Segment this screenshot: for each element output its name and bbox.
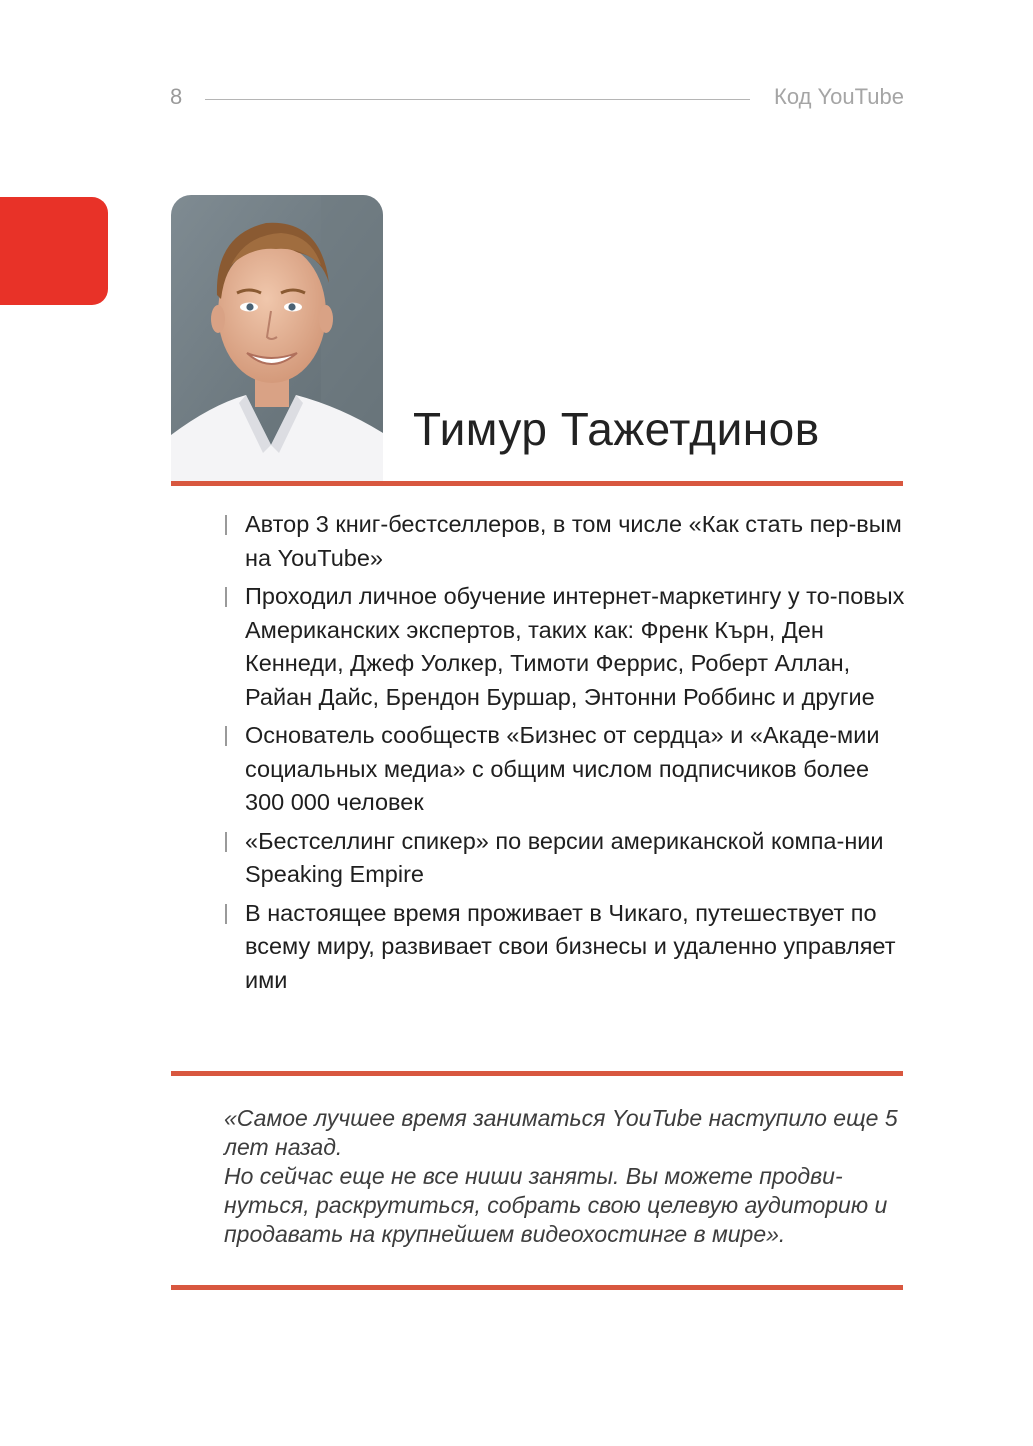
running-title: Код YouTube — [774, 84, 904, 109]
header-rule — [205, 99, 750, 100]
bio-item — [222, 719, 912, 820]
author-name: Тимур Тажетдинов — [413, 403, 820, 455]
quote-line-2: Но сейчас еще не все ниши заняты. Вы можете продви-нуться, раскрутиться, собрать свою целевую аудиторию и продавать на крупнейшем видеохостинге в мире». — [224, 1163, 888, 1247]
accent-rule-bottom — [171, 1285, 903, 1290]
bio-item-text: «Бестселлинг спикер» по версии американской компа-нии Speaking Empire — [245, 827, 884, 887]
bio-item-text: Основатель сообществ «Бизнес от сердца» и «Акаде-мии социальных медиа» с общим числом подписчиков более 300 000 человек — [245, 722, 880, 815]
bio-item-text: Проходил личное обучение интернет-маркетингу у то-повых Американских экспертов, таких как: Френк Кърн, Ден Кеннеди, Джеф Уолкер, Тимоти Феррис, Роберт Аллан, Райан Дайс, Брендон Буршар, Энтонни Роббинс и другие — [245, 583, 905, 710]
bio-item — [222, 825, 912, 892]
author-portrait-icon — [171, 195, 383, 483]
bio-item-text: В настоящее время проживает в Чикаго, путешествует по всему миру, развивает свои бизнесы и удаленно управляет ими — [245, 899, 896, 993]
page-number: 8 — [170, 84, 183, 109]
quote-line-1: «Самое лучшее время заниматься YouTube наступило еще 5 лет назад. — [224, 1105, 898, 1160]
bio-bullet-bar — [225, 587, 227, 607]
bio-item — [222, 508, 912, 575]
author-quote — [224, 1104, 904, 1249]
bio-item — [222, 897, 912, 998]
chapter-tab-marker — [0, 197, 108, 305]
bio-bullet-bar — [225, 515, 227, 535]
bio-item — [222, 580, 912, 714]
bio-item-text: Автор 3 книг-бестселлеров, в том числе «Как стать пер-вым на YouTube» — [245, 511, 902, 571]
author-photo — [171, 195, 383, 483]
accent-rule-top — [171, 481, 903, 486]
bio-bullet-bar — [225, 832, 227, 852]
accent-rule-middle — [171, 1071, 903, 1076]
bio-list — [222, 508, 912, 1002]
bio-bullet-bar — [225, 726, 227, 746]
bio-bullet-bar — [225, 904, 227, 924]
